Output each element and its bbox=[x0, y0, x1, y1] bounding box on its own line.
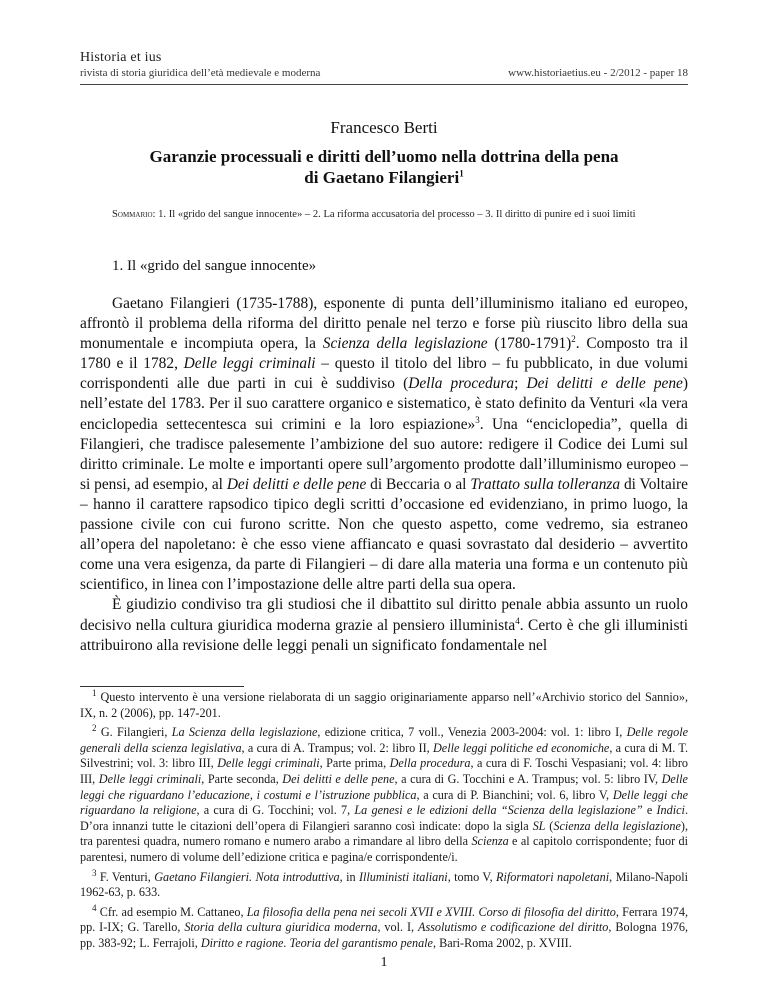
title-footnote-ref: 1 bbox=[459, 168, 464, 179]
footnote-number: 2 bbox=[92, 723, 97, 734]
journal-title: Historia et ius bbox=[80, 50, 162, 65]
text-run: Della procedura bbox=[389, 756, 471, 771]
footnote-4 bbox=[80, 902, 689, 952]
text-run: Trattato sulla tolleranza bbox=[470, 475, 621, 493]
footnote-number: 1 bbox=[92, 687, 97, 698]
text-run: Delle leggi criminali bbox=[98, 771, 202, 786]
text-run: ( bbox=[545, 818, 554, 833]
text-run: , Ferrara 1974, pp. I-IX; G. Tarello, bbox=[80, 904, 688, 935]
text-run: , a cura di P. Bianchini; vol. 6, libro V, bbox=[416, 787, 613, 802]
text-run: Delle leggi politiche ed economiche bbox=[433, 740, 610, 755]
text-run: G. Filangieri, bbox=[96, 725, 172, 740]
text-run: La filosofia della pena nei secoli XVII e XVIII. Corso di filosofia del diritto bbox=[246, 904, 616, 919]
text-run: , a cura di G. Tocchini e A. Trampus; vol. 5: libro IV, bbox=[394, 771, 662, 786]
text-run: Gaetano Filangieri (1735-1788), esponente di punta dell’illuminismo italiano ed europeo, affrontò il problema della riforma del diritto penale nel terzo e forse più riuscito libro della sua monumentale e incompiuta opera, la bbox=[80, 295, 688, 353]
footnote-2 bbox=[80, 725, 688, 865]
text-run: di Beccaria o al bbox=[366, 475, 471, 493]
header-divider bbox=[80, 84, 688, 85]
text-run: , Milano-Napoli 1962-63, p. 633. bbox=[80, 869, 688, 900]
text-run: , edizione critica, 7 voll., Venezia 2003-2004: vol. 1: libro I, bbox=[317, 725, 627, 740]
text-run: SL bbox=[532, 818, 546, 833]
text-run: , tomo V, bbox=[447, 869, 497, 884]
footnote-number: 4 bbox=[92, 902, 97, 913]
text-run: , a cura di G. Tocchini; vol. 7, bbox=[196, 803, 355, 818]
text-run: Gaetano Filangieri. Nota introduttiva bbox=[154, 869, 340, 884]
section-heading: 1. Il «grido del sangue innocente» bbox=[112, 258, 317, 274]
text-run: Illuministi italiani bbox=[358, 869, 448, 884]
text-run: . Certo è che gli illuministi attribuirono alla revisione delle leggi penali un significato fondamentale nel bbox=[80, 616, 688, 654]
text-run: È giudizio condiviso tra gli studiosi che il dibattito sul diritto penale abbia assunto un ruolo decisivo nella cultura giuridica moderna grazie al pensiero illuminista bbox=[80, 596, 688, 634]
text-run: F. Venturi, bbox=[96, 869, 155, 884]
summary-text: : 1. Il «grido del sangue innocente» – 2. La riforma accusatoria del processo – 3. Il diritto di punire ed i suoi limiti bbox=[152, 209, 636, 220]
text-run: Scienza della legislazione bbox=[553, 818, 681, 833]
text-run: Delle leggi che riguardano l’educazione, i costumi e l’istruzione pubblica bbox=[80, 771, 688, 802]
article-title bbox=[120, 146, 648, 188]
text-run: Assolutismo e codificazione del diritto bbox=[418, 920, 609, 935]
text-run: Scienza bbox=[471, 834, 509, 849]
text-run: ; bbox=[514, 375, 527, 393]
footnotes bbox=[80, 687, 689, 956]
text-run: , Bari-Roma 2002, p. XVIII. bbox=[432, 935, 572, 950]
text-run: , in bbox=[339, 869, 359, 884]
text-run: Dei delitti e delle pene bbox=[282, 771, 395, 786]
title-line-1: Garanzie processuali e diritti dell’uomo nella dottrina della pena bbox=[149, 147, 619, 166]
text-run: , Parte prima, bbox=[319, 756, 390, 771]
page-number: 1 bbox=[380, 955, 388, 970]
text-run: , Parte seconda, bbox=[201, 771, 283, 786]
text-run: e al capitolo corrispondente; fuor di parentesi, numero di volume dell’edizione critica e pagina/e corrispondente/i. bbox=[80, 834, 688, 864]
text-run: Scienza della legislazione bbox=[322, 335, 488, 353]
text-run: Delle regole generali della scienza legislativa bbox=[80, 725, 689, 755]
footnote-1 bbox=[80, 687, 688, 721]
footnote-3 bbox=[80, 867, 688, 901]
text-run: Indici bbox=[656, 803, 685, 818]
text-run: ), tra parentesi quadra, numero romano e numero arabo a rimandare al libro della bbox=[80, 818, 688, 849]
text-run: Riformatori napoletani bbox=[496, 869, 610, 884]
text-run: ) nell’estate del 1783. Per il suo carattere organico e sistematico, è stato definito da Venturi «la vera enciclopedia settecentesca sui crimini e la loro espiazione» bbox=[80, 375, 689, 433]
text-run: Dei delitti e delle pene bbox=[226, 475, 367, 493]
title-line-2: di Gaetano Filangieri bbox=[304, 168, 460, 187]
text-run: , a cura di M. T. Silvestrini; vol. 3: libro III, bbox=[80, 740, 688, 771]
text-run: di Voltaire – hanno il carattere rapsodico tipico degli scritti d’occasione ed evidenziano, in primo luogo, la passione civile con cui furono scritte. Non che questo aspetto, come vedremo, sia estraneo all’opera del napoletano: è che esso viene affiancato e quasi sovrastato dal desiderio – avvertito come una vera esigenza, da parte di Filangieri – di dare alla materia una forma e un contenuto più scientifico, in linea con l’impostazione delle altre parti della sua opera. bbox=[80, 475, 689, 594]
text-run: Delle leggi criminali bbox=[217, 756, 320, 771]
text-run: , a cura di F. Toschi Vespasiani; vol. 4: libro III, bbox=[80, 756, 688, 786]
footnote-number: 3 bbox=[92, 867, 97, 878]
paragraph-1 bbox=[80, 294, 688, 595]
text-run: Storia della cultura giuridica moderna bbox=[184, 920, 378, 935]
text-run: Questo intervento è una versione rielaborata di un saggio originariamente apparso nell’«Archivio storico del Sannio», IX, n. 2 (2006), pp. 147-201. bbox=[80, 690, 688, 720]
body-text bbox=[80, 294, 688, 656]
text-run: . Composto tra il 1780 e il 1782, bbox=[80, 335, 688, 373]
text-run: , a cura di A. Trampus; vol. 2: libro II, bbox=[241, 740, 433, 755]
text-run: – questo il titolo del libro – fu pubblicato, in due volumi corrispondenti alle due parti in cui è suddiviso ( bbox=[80, 355, 688, 393]
text-run: Diritto e ragione. Teoria del garantismo penale bbox=[200, 935, 433, 950]
text-run: La Scienza della legislazione bbox=[171, 725, 318, 740]
footnote-divider bbox=[80, 686, 244, 687]
text-run: (1780-1791) bbox=[487, 335, 572, 353]
journal-citation: www.historiaetius.eu - 2/2012 - paper 18 bbox=[508, 67, 688, 79]
footnote-ref: 4 bbox=[515, 615, 520, 626]
footnote-ref: 3 bbox=[475, 414, 480, 425]
footnote-ref: 2 bbox=[571, 334, 576, 345]
text-run: . Una “enciclopedia”, quella di Filangieri, che tradisce palesemente l’ambizione del suo autore: redigere il Codice dei Lumi sul diritto criminale. Le molte e importanti opere sull’argomento prodotte dall’illuminismo europeo – si pensi, ad esempio, al bbox=[80, 415, 688, 493]
text-run: Cfr. ad esempio M. Cattaneo, bbox=[96, 904, 247, 919]
text-run: . D’ora innanzi tutte le citazioni dell’opera di Filangieri saranno così indicate: dopo la sigla bbox=[80, 803, 688, 833]
text-run: e bbox=[642, 803, 657, 818]
text-run: , Bologna 1976, pp. 383-92; L. Ferrajoli, bbox=[80, 920, 689, 950]
journal-subtitle: rivista di storia giuridica dell’età medievale e moderna bbox=[80, 67, 321, 79]
text-run: Dei delitti e delle pene bbox=[526, 375, 683, 393]
text-run: , vol. I, bbox=[377, 920, 418, 935]
text-run: La genesi e le edizioni della “Scienza della legislazione” bbox=[354, 803, 643, 818]
text-run: Delle leggi che riguardano la religione bbox=[80, 787, 688, 818]
text-run: Delle leggi criminali bbox=[183, 355, 316, 373]
article-author: Francesco Berti bbox=[330, 118, 438, 137]
text-run: Della procedura bbox=[408, 375, 515, 393]
summary-label: Sommario bbox=[112, 209, 153, 220]
paragraph-2 bbox=[80, 595, 688, 655]
summary bbox=[112, 207, 660, 222]
